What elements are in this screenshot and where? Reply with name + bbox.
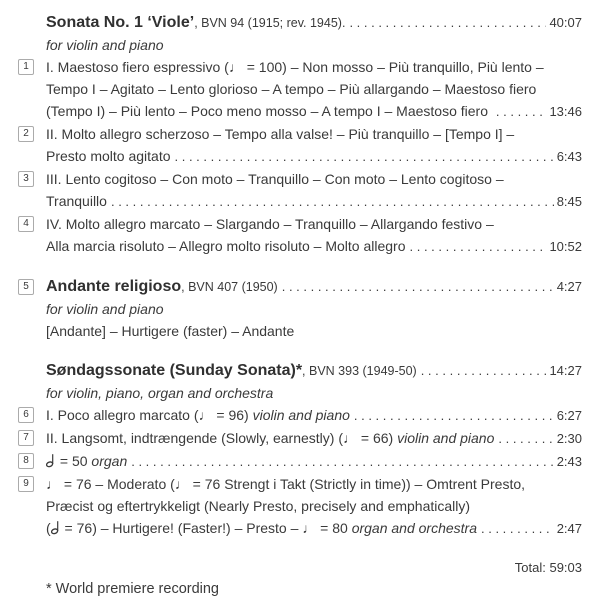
total-duration: Total: 59:03 [514,560,582,575]
text-segment: ♩ = 76 – Moderato (♩ = 76 Strengt i Takt (Strictly in time)) – Omtrent Presto, [46,476,526,492]
track-number: 5 [18,279,34,295]
text-segment: IV. Molto allegro marcato – Slargando – Tranquillo – Allargando festivo – [46,216,494,232]
line-content [46,495,582,517]
duration: 40:07 [549,15,582,30]
duration: 2:47 [556,521,582,536]
track-row [18,427,582,450]
duration: 4:27 [556,279,582,294]
line-content [46,320,582,342]
text-segment: Presto molto agitato [46,148,171,164]
track-number: 4 [18,216,34,232]
line-content [46,427,582,450]
line-content [46,213,582,235]
gutter [18,276,46,298]
text-segment: Præcist og eftertrykkeligt (Nearly Presto, precisely and emphatically) [46,498,471,514]
gutter [18,360,46,382]
leader-dots [175,146,554,168]
duration: 10:52 [549,239,582,254]
track-number: 7 [18,430,34,446]
leader-dots [354,405,554,427]
track-row [18,450,582,473]
line-content [46,404,582,427]
track-row [18,78,582,100]
work-title: Sonata No. 1 ‘Viole’ [46,14,195,31]
work-header-row [18,12,582,34]
line-content [46,190,582,213]
gutter [18,213,46,235]
half-note-icon [51,517,61,539]
text-segment: (Tempo I) – Più lento – Poco meno mosso – A tempo I – Maestoso fiero [46,103,492,119]
subtitle-row [18,34,582,56]
work-instrumentation: for violin and piano [46,37,164,53]
work-title: Andante religioso [46,278,182,295]
track-row [18,213,582,235]
gutter [18,123,46,145]
track-row [18,145,582,168]
half-note-icon [46,450,56,472]
gutter [18,56,46,78]
text-segment: [Andante] – Hurtigere (faster) – Andante [46,323,295,339]
track-row [18,495,582,517]
text-segment: = 50 [56,453,92,469]
leader-dots [496,101,547,123]
line-content [46,360,582,382]
gutter [18,404,46,427]
line-content [46,34,582,56]
line-content [46,517,582,540]
line-content [46,12,582,34]
text-segment: organ and orchestra [351,520,477,536]
gutter [18,100,46,123]
subtitle-row [18,382,582,404]
gutter [18,145,46,168]
text-segment: Tempo I – Agitato – Lento glorioso – A tempo – Più allargando – Maestoso fiero [46,81,537,97]
footer [18,558,582,600]
gutter [18,78,46,100]
work-section [18,276,582,342]
duration: 6:27 [556,408,582,423]
duration: 8:45 [556,194,582,209]
gutter [18,517,46,540]
gutter [18,12,46,34]
track-number: 1 [18,59,34,75]
line-content [46,145,582,168]
duration: 14:27 [549,363,582,378]
line-content [46,56,582,78]
leader-dots [111,191,554,213]
gutter [18,495,46,517]
text-segment: = 76) – Hurtigere! (Faster!) – Presto – ♩ = 80 [60,520,352,536]
text-segment: III. Lento cogitoso – Con moto – Tranquillo – Con moto – Lento cogitoso – [46,171,504,187]
duration: 2:30 [556,431,582,446]
work-header-row [18,360,582,382]
track-row [18,517,582,540]
text-segment: II. Langsomt, indtrængende (Slowly, earnestly) (♩ = 66) [46,430,398,446]
line-content [46,123,582,145]
line-content [46,100,582,123]
line-content [46,450,582,473]
work-section [18,12,582,258]
work-header-row [18,276,582,298]
gutter [18,450,46,473]
work-catalog: , BVN 94 (1915; rev. 1945). [194,16,346,30]
text-segment: II. Molto allegro scherzoso – Tempo alla valse! – Più tranquillo – [Tempo I] – [46,126,515,142]
gutter [18,168,46,190]
line-content [46,473,582,495]
work-instrumentation: for violin, piano, organ and orchestra [46,385,274,401]
gutter [18,427,46,450]
track-list [18,12,582,540]
line-content [46,382,582,404]
track-row [18,473,582,495]
work-instrumentation: for violin and piano [46,301,164,317]
gutter [18,298,46,320]
leader-dots [410,236,547,258]
track-number: 6 [18,407,34,423]
text-segment: I. Maestoso fiero espressivo (♩ = 100) – Non mosso – Più tranquillo, Più lento – [46,59,544,75]
text-segment: Alla marcia risoluto – Allegro molto risoluto – Molto allegro [46,238,406,254]
text-segment: Tranquillo [46,193,107,209]
premiere-footnote: * World premiere recording [46,581,219,597]
track-number: 3 [18,171,34,187]
text-segment: violin and piano [397,430,495,446]
line-content [46,298,582,320]
leader-dots [349,12,546,34]
track-row [18,168,582,190]
track-row [18,56,582,78]
duration: 2:43 [556,454,582,469]
track-row [18,235,582,258]
work-title: Søndagssonate (Sunday Sonata)* [46,362,303,379]
gutter [18,190,46,213]
duration: 13:46 [549,104,582,119]
leader-dots [421,360,547,382]
gutter [18,382,46,404]
track-number: 8 [18,453,34,469]
work-section [18,360,582,540]
track-number: 9 [18,476,34,492]
gutter [18,34,46,56]
movement-row [18,320,582,342]
track-number: 2 [18,126,34,142]
leader-dots [282,276,554,298]
line-content [46,235,582,258]
leader-dots [131,451,553,473]
subtitle-row [18,298,582,320]
track-row [18,404,582,427]
track-row [18,123,582,145]
work-catalog: , BVN 393 (1949-50) [302,364,417,378]
text-segment: violin and piano [252,407,350,423]
gutter [18,473,46,495]
track-row [18,190,582,213]
text-segment: ( [46,520,51,536]
duration: 6:43 [556,149,582,164]
gutter [18,235,46,258]
text-segment: organ [91,453,128,469]
line-content [46,276,582,298]
text-segment: I. Poco allegro marcato (♩ = 96) [46,407,253,423]
work-catalog: , BVN 407 (1950) [181,280,278,294]
leader-dots [498,428,553,450]
track-row [18,100,582,123]
leader-dots [481,518,554,540]
gutter [18,320,46,342]
line-content [46,168,582,190]
line-content [46,78,582,100]
